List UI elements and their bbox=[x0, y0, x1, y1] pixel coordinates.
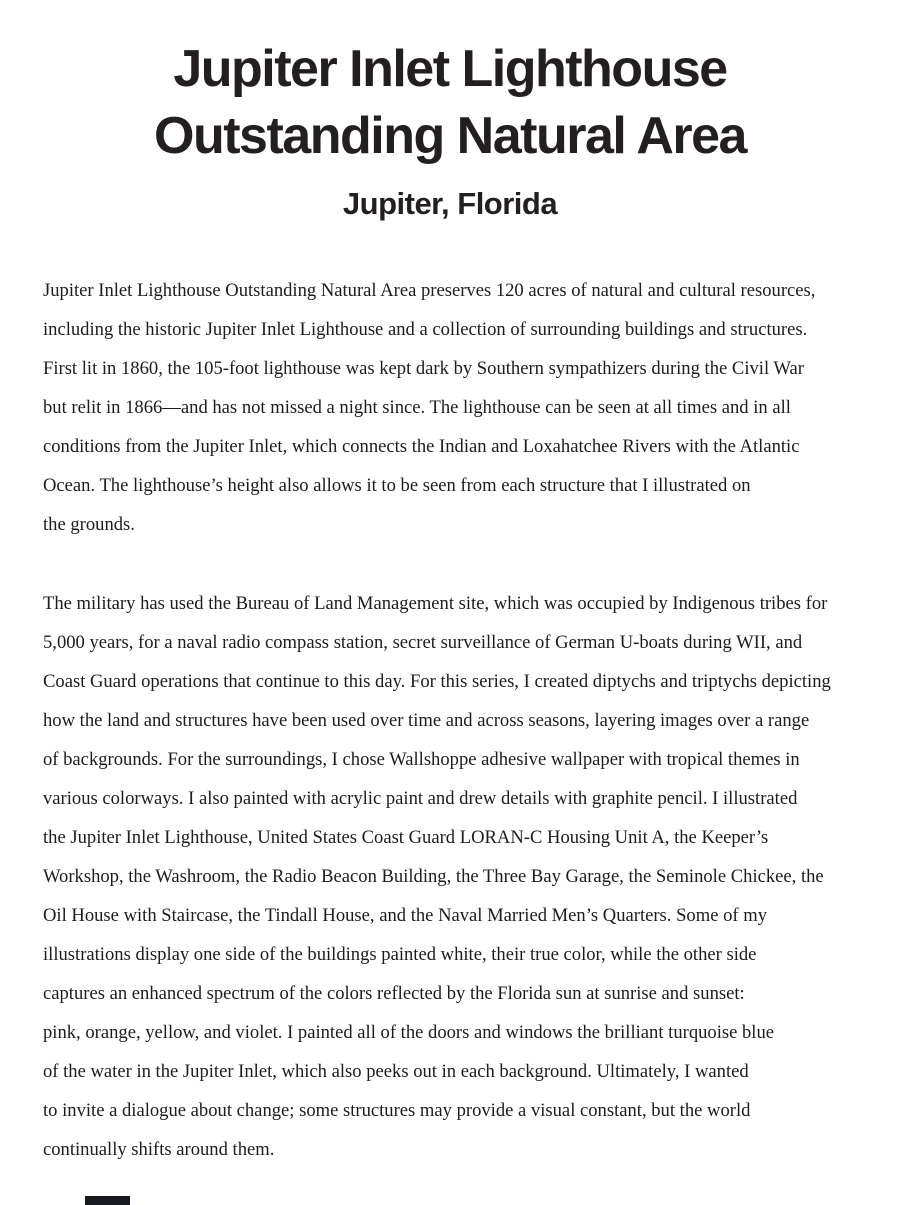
text-line: how the land and structures have been used over time and across seasons, layering images over a range bbox=[43, 710, 810, 731]
text-line: the grounds. bbox=[43, 514, 135, 535]
page-title-line-1: Jupiter Inlet Lighthouse bbox=[173, 40, 727, 98]
text-line: to invite a dialogue about change; some structures may provide a visual constant, but the world bbox=[43, 1100, 751, 1121]
text-line: Workshop, the Washroom, the Radio Beacon Building, the Three Bay Garage, the Seminole Chickee, the bbox=[43, 866, 824, 887]
text-line: captures an enhanced spectrum of the colors reflected by the Florida sun at sunrise and sunset: bbox=[43, 983, 745, 1004]
text-line: pink, orange, yellow, and violet. I painted all of the doors and windows the brilliant turquoise blue bbox=[43, 1022, 775, 1043]
text-line: Jupiter Inlet Lighthouse Outstanding Natural Area preserves 120 acres of natural and cultural resources, bbox=[43, 280, 816, 301]
page-subtitle: Jupiter, Florida bbox=[342, 186, 558, 221]
document-header bbox=[0, 0, 900, 224]
text-line: Coast Guard operations that continue to this day. For this series, I created diptychs and triptychs depicting bbox=[43, 671, 831, 692]
text-line: First lit in 1860, the 105-foot lighthouse was kept dark by Southern sympathizers during the Civil War bbox=[43, 358, 804, 379]
text-line: continually shifts around them. bbox=[43, 1139, 275, 1160]
partial-image-sliver bbox=[85, 1196, 130, 1205]
page-title bbox=[0, 36, 900, 170]
paragraph bbox=[43, 271, 870, 544]
text-line: of backgrounds. For the surroundings, I chose Wallshoppe adhesive wallpaper with tropical themes in bbox=[43, 749, 800, 770]
page-title-line-2: Outstanding Natural Area bbox=[154, 107, 746, 165]
text-line: illustrations display one side of the buildings painted white, their true color, while the other side bbox=[43, 944, 757, 965]
text-line: Ocean. The lighthouse’s height also allows it to be seen from each structure that I illustrated on bbox=[43, 475, 751, 496]
essay-body bbox=[43, 271, 870, 1169]
paragraph bbox=[43, 584, 870, 1169]
text-line: but relit in 1866—and has not missed a night since. The lighthouse can be seen at all times and in all bbox=[43, 397, 791, 418]
text-line: Oil House with Staircase, the Tindall House, and the Naval Married Men’s Quarters. Some of my bbox=[43, 905, 767, 926]
text-line: various colorways. I also painted with acrylic paint and drew details with graphite pencil. I illustrated bbox=[43, 788, 798, 809]
text-line: the Jupiter Inlet Lighthouse, United States Coast Guard LORAN-C Housing Unit A, the Keeper’s bbox=[43, 827, 769, 848]
text-line: of the water in the Jupiter Inlet, which also peeks out in each background. Ultimately, I wanted bbox=[43, 1061, 749, 1082]
text-line: conditions from the Jupiter Inlet, which connects the Indian and Loxahatchee Rivers with the Atlantic bbox=[43, 436, 800, 457]
text-line: including the historic Jupiter Inlet Lighthouse and a collection of surrounding buildings and structures. bbox=[43, 319, 808, 340]
text-line: The military has used the Bureau of Land Management site, which was occupied by Indigenous tribes for bbox=[43, 593, 828, 614]
text-line: 5,000 years, for a naval radio compass station, secret surveillance of German U-boats during WII, and bbox=[43, 632, 803, 653]
